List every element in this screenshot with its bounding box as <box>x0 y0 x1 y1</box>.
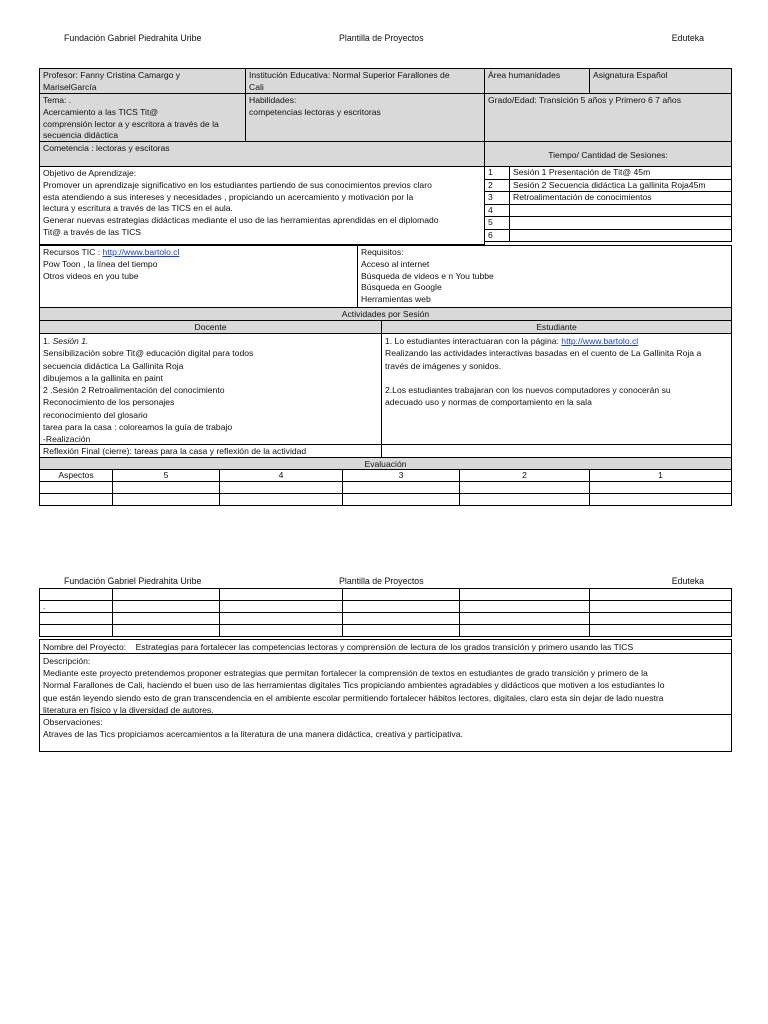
evaluacion-row: . <box>40 601 732 613</box>
nombre-proyecto: Estrategias para fortalecer las competencias lectoras y comprensión de lectura de los grados transición y primero usando las TICS <box>135 642 634 652</box>
page2-header <box>0 576 768 588</box>
evaluacion-row <box>40 482 732 494</box>
evaluacion-table: Aspectos 5 4 3 2 1 <box>39 469 732 506</box>
header-template-title: Plantilla de Proyectos <box>339 576 424 586</box>
header-template-title: Plantilla de Proyectos <box>339 33 424 43</box>
tema-cell: Tema: . Acercamiento a las TICS Tit@ comprensión lector a y escritora a través de la secuencia didáctica <box>39 93 246 142</box>
recursos-cell: Recursos TIC : http://www.bartolo.cl Pow Toon , la línea del tiempo Otros videos en you tube <box>39 245 358 308</box>
header-foundation: Fundación Gabriel Piedrahita Uribe <box>64 576 202 586</box>
reflexion-empty-cell <box>381 444 732 458</box>
evaluacion-row <box>40 589 732 601</box>
reflexion-cell: Reflexión Final (cierre): tareas para la casa y reflexión de la actividad <box>39 444 382 458</box>
sesiones-table: 1 Sesión 1 Presentación de Tit@ 45m 2 Sesión 2 Secuencia didáctica La gallinita Roja45m 3 Retroalimentación de conocimientos 4 5 6 <box>484 166 732 242</box>
observaciones-cell: Observaciones: Atraves de las Tics propiciamos acercamientos a la literatura de una manera didáctica, creativa y participativa. <box>39 714 732 752</box>
nombre-proyecto-cell: Nombre del Proyecto: Estrategias para fortalecer las competencias lectoras y comprensión de lectura de los grados transición y primero usando las TICS <box>39 639 732 654</box>
objetivo-cell: Objetivo de Aprendizaje: Promover un aprendizaje significativo en los estudiantes partiendo de sus conocimientos previos claro esta atendiendo a sus intereses y necesidades , propiciando un acercamiento y motivación por la lectura y escritura a través de las TICS en el aula. Generar nuevas estrategias didácticas mediante el uso de las herramientas aprendidas en el diplomado Tit@ a través de las TICS <box>39 166 485 245</box>
header-eduteka: Eduteka <box>671 33 704 43</box>
estudiante-header: Estudiante <box>381 320 732 334</box>
evaluacion-table-continued <box>39 588 732 637</box>
institucion-cell: Institución Educativa: Normal Superior Farallones de Cali <box>245 68 485 94</box>
requisitos-cell: Requisitos: Acceso al internet Búsqueda de videos e n You tubbe Búsqueda en Google Herramientas web <box>357 245 732 308</box>
competencia-cell: Cometencia : lectoras y escitoras <box>39 141 485 167</box>
area-cell: Área humanidades <box>484 68 590 94</box>
header-foundation: Fundación Gabriel Piedrahita Uribe <box>64 33 202 43</box>
asignatura-cell: Asignatura Español <box>589 68 732 94</box>
habilidades-cell: Habilidades: competencias lectoras y escritoras <box>245 93 485 142</box>
estudiante-cell: 1. Lo estudiantes interactuaran con la página: http://www.bartolo.cl Realizando las actividades interactivas basadas en el cuento de La Gallinita Roja a través de imágenes y sonidos. 2.Los estudiantes trabajaran con los nuevos computadores y conocerán su adecuado uso y normas de comportamiento en la sala <box>381 333 732 445</box>
evaluacion-row <box>40 494 732 506</box>
estudiante-link[interactable]: http://www.bartolo.cl <box>561 336 639 346</box>
header-eduteka: Eduteka <box>671 576 704 586</box>
grado-cell: Grado/Edad: Transición 5 años y Primero 6 7 años <box>484 93 732 142</box>
page-header <box>0 33 768 45</box>
profesor-cell: Profesor: Fanny Cristina Camargo y MariselGarcía <box>39 68 246 94</box>
evaluacion-title: Evaluación <box>39 457 732 470</box>
tiempo-cell: Tiempo/ Cantidad de Sesiones: <box>484 141 732 167</box>
docente-header: Docente <box>39 320 382 334</box>
recursos-link[interactable]: http://www.bartolo.cl <box>102 247 180 257</box>
docente-cell: 1. Sesión 1. Sensibilización sobre Tit@ educación digital para todos secuencia didáctica La Gallinita Roja dibujemos a la gallinita en paint 2 .Sesión 2 Retroalimentación del conocimiento Reconocimiento de los personajes reconocimiento del glosario tarea para la casa : coloreamos la guía de trabajo -Realización <box>39 333 382 445</box>
actividades-title: Actividades por Sesión <box>39 307 732 321</box>
descripcion-cell: Descripción: Mediante este proyecto pretendemos proponer estrategias que permitan fortalecer la comprensión de textos en estudiantes de grado transición y primero de la Normal Farallones de Cali, haciendo el buen uso de las herramientas digitales Tics propiciando ambientes agradables y didácticos que motiven a los estudiantes lo que están leyendo siendo esto de gran transcendencia en el ambiente escolar permitiendo fortalecer hábitos lectores, digitales, claro esta sin dejar de lado nuestra literatura en físico y la diversidad de autores. <box>39 653 732 715</box>
evaluacion-row <box>40 613 732 625</box>
evaluacion-row <box>40 625 732 637</box>
